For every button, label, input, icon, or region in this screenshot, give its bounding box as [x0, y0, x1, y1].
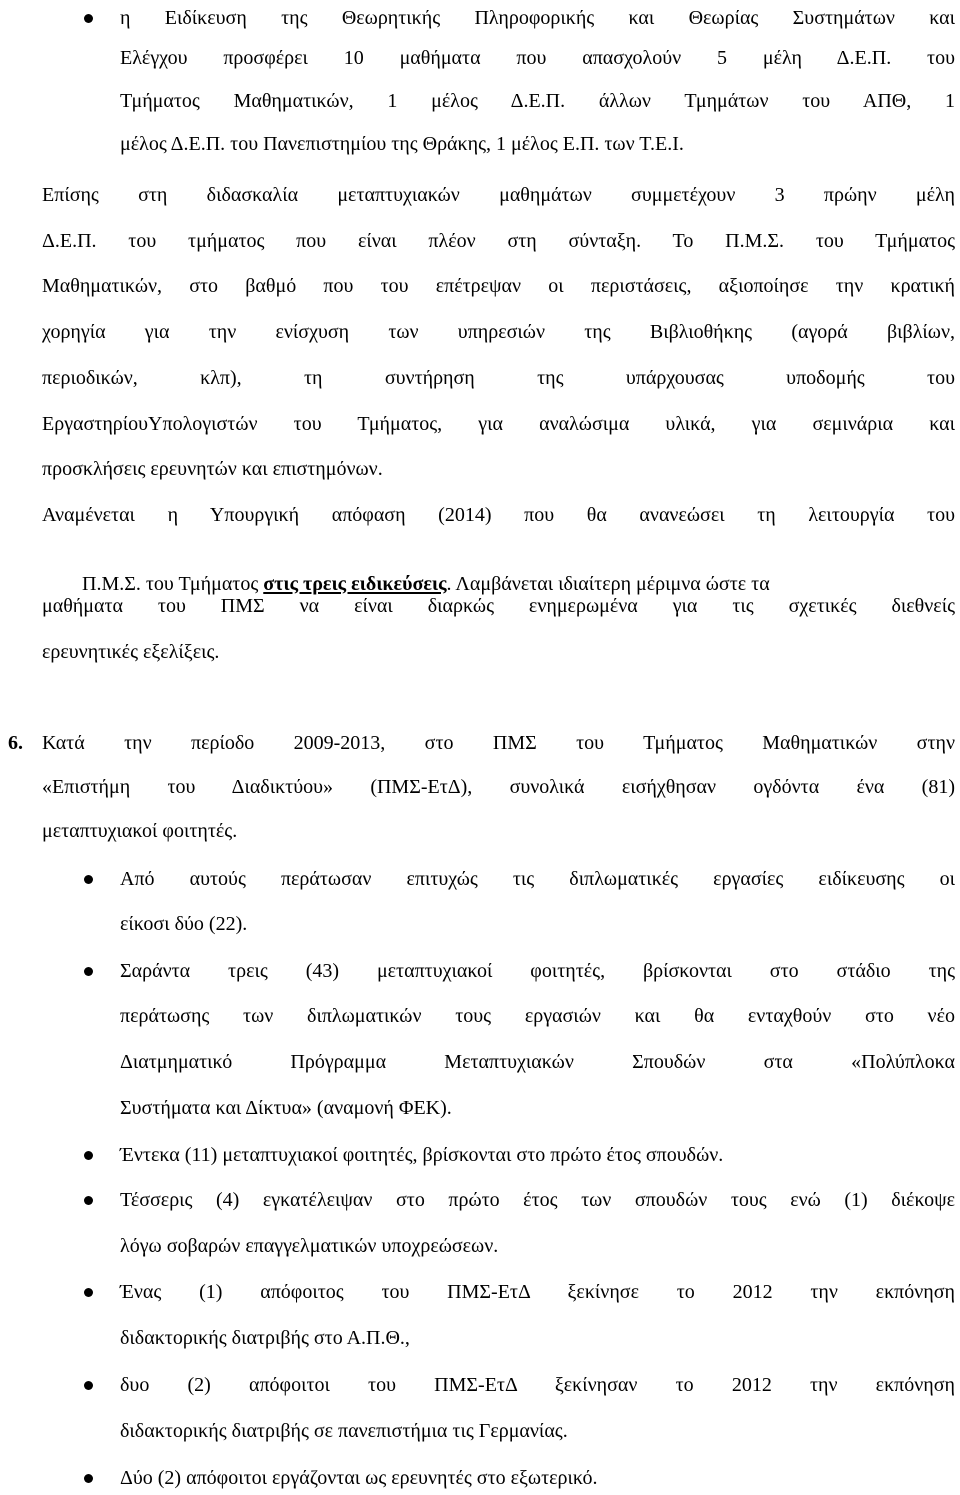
list-item-line: διδακτορικής διατριβής σε πανεπιστήμια τις Γερμανίας. [120, 1420, 568, 1442]
bullet-icon [84, 967, 93, 976]
text-line: Τμήματος Μαθηματικών, 1 μέλος Δ.Ε.Π. άλλων Τμημάτων του ΑΠΘ, 1 [120, 90, 955, 112]
text-line: Κατά την περίοδο 2009-2013, στο ΠΜΣ του Τμήματος Μαθηματικών στην [42, 732, 955, 754]
text-line: Ελέγχου προσφέρει 10 μαθήματα που απασχολούν 5 μέλη Δ.Ε.Π. του [120, 47, 955, 69]
list-item-line: Διατμηματικό Πρόγραμμα Μεταπτυχιακών Σπουδών στα «Πολύπλοκα [120, 1051, 955, 1073]
bullet-icon [84, 1196, 93, 1205]
text-line: ερευνητικές εξελίξεις. [42, 641, 220, 663]
list-item-line: είκοσι δύο (22). [120, 913, 248, 935]
list-item-line: διδακτορικής διατριβής στο Α.Π.Θ., [120, 1327, 410, 1349]
list-item-line: Σαράντα τρεις (43) μεταπτυχιακοί φοιτητές, βρίσκονται στο στάδιο της [120, 960, 955, 982]
bullet-icon [84, 1381, 93, 1390]
text-line: μεταπτυχιακοί φοιτητές. [42, 820, 238, 842]
text-span: Π.Μ.Σ. του Τμήματος [82, 573, 264, 595]
text-line [42, 548, 955, 595]
list-item-line: λόγω σοβαρών επαγγελματικών υποχρεώσεων. [120, 1235, 499, 1257]
list-item-line: Ένας (1) απόφοιτος του ΠΜΣ-ΕτΔ ξεκίνησε το 2012 την εκπόνηση [120, 1281, 955, 1303]
text-line: Δ.Ε.Π. του τμήματος που είναι πλέον στη σύνταξη. Το Π.Μ.Σ. του Τμήματος [42, 230, 955, 252]
text-line: Μαθηματικών, στο βαθμό που του επέτρεψαν οι περιστάσεις, αξιοποίησε την κρατική [42, 275, 955, 297]
bullet-icon [84, 14, 93, 23]
text-line: «Επιστήμη του Διαδικτύου» (ΠΜΣ-ΕτΔ), συνολικά εισήχθησαν ογδόντα ένα (81) [42, 776, 955, 798]
text-line: ΕργαστηρίουΥπολογιστών του Τμήματος, για αναλώσιμα υλικά, για σεμινάρια και [42, 413, 955, 435]
bullet-icon [84, 1288, 93, 1297]
list-item-line: Συστήματα και Δίκτυα» (αναμονή ΦΕΚ). [120, 1097, 452, 1119]
list-item-line: Έντεκα (11) μεταπτυχιακοί φοιτητές, βρίσκονται στο πρώτο έτος σπουδών. [120, 1144, 724, 1166]
text-line: Επίσης στη διδασκαλία μεταπτυχιακών μαθημάτων συμμετέχουν 3 πρώην μέλη [42, 184, 955, 206]
text-line: μαθήματα του ΠΜΣ να είναι διαρκώς ενημερωμένα για τις σχετικές διεθνείς [42, 595, 955, 617]
emphasis-text: στις τρεις ειδικεύσεις [263, 573, 447, 595]
text-span: . Λαμβάνεται ιδιαίτερη μέριμνα ώστε τα [446, 573, 770, 595]
list-item-line: Από αυτούς περάτωσαν επιτυχώς τις διπλωματικές εργασίες ειδίκευσης οι [120, 868, 955, 890]
text-line: η Ειδίκευση της Θεωρητικής Πληροφορικής και Θεωρίας Συστημάτων και [120, 7, 955, 29]
list-item-line: περάτωσης των διπλωματικών τους εργασιών και θα ενταχθούν στο νέο [120, 1005, 955, 1027]
text-line: μέλος Δ.Ε.Π. του Πανεπιστημίου της Θράκης, 1 μέλος Ε.Π. των Τ.Ε.Ι. [120, 133, 684, 155]
text-line: προσκλήσεις ερευνητών και επιστημόνων. [42, 458, 383, 480]
text-line: Αναμένεται η Υπουργική απόφαση (2014) που θα ανανεώσει τη λειτουργία του [42, 504, 955, 526]
bullet-icon [84, 1474, 93, 1483]
text-line: περιοδικών, κλπ), τη συντήρηση της υπάρχουσας υποδομής του [42, 367, 955, 389]
section-number: 6. [8, 732, 23, 754]
bullet-icon [84, 875, 93, 884]
list-item-line: Δύο (2) απόφοιτοι εργάζονται ως ερευνητές στο εξωτερικό. [120, 1467, 598, 1489]
text-line: χορηγία για την ενίσχυση των υπηρεσιών της Βιβλιοθήκης (αγορά βιβλίων, [42, 321, 955, 343]
list-item-line: δυο (2) απόφοιτοι του ΠΜΣ-ΕτΔ ξεκίνησαν το 2012 την εκπόνηση [120, 1374, 955, 1396]
list-item-line: Τέσσερις (4) εγκατέλειψαν στο πρώτο έτος των σπουδών τους ενώ (1) διέκοψε [120, 1189, 955, 1211]
bullet-icon [84, 1151, 93, 1160]
